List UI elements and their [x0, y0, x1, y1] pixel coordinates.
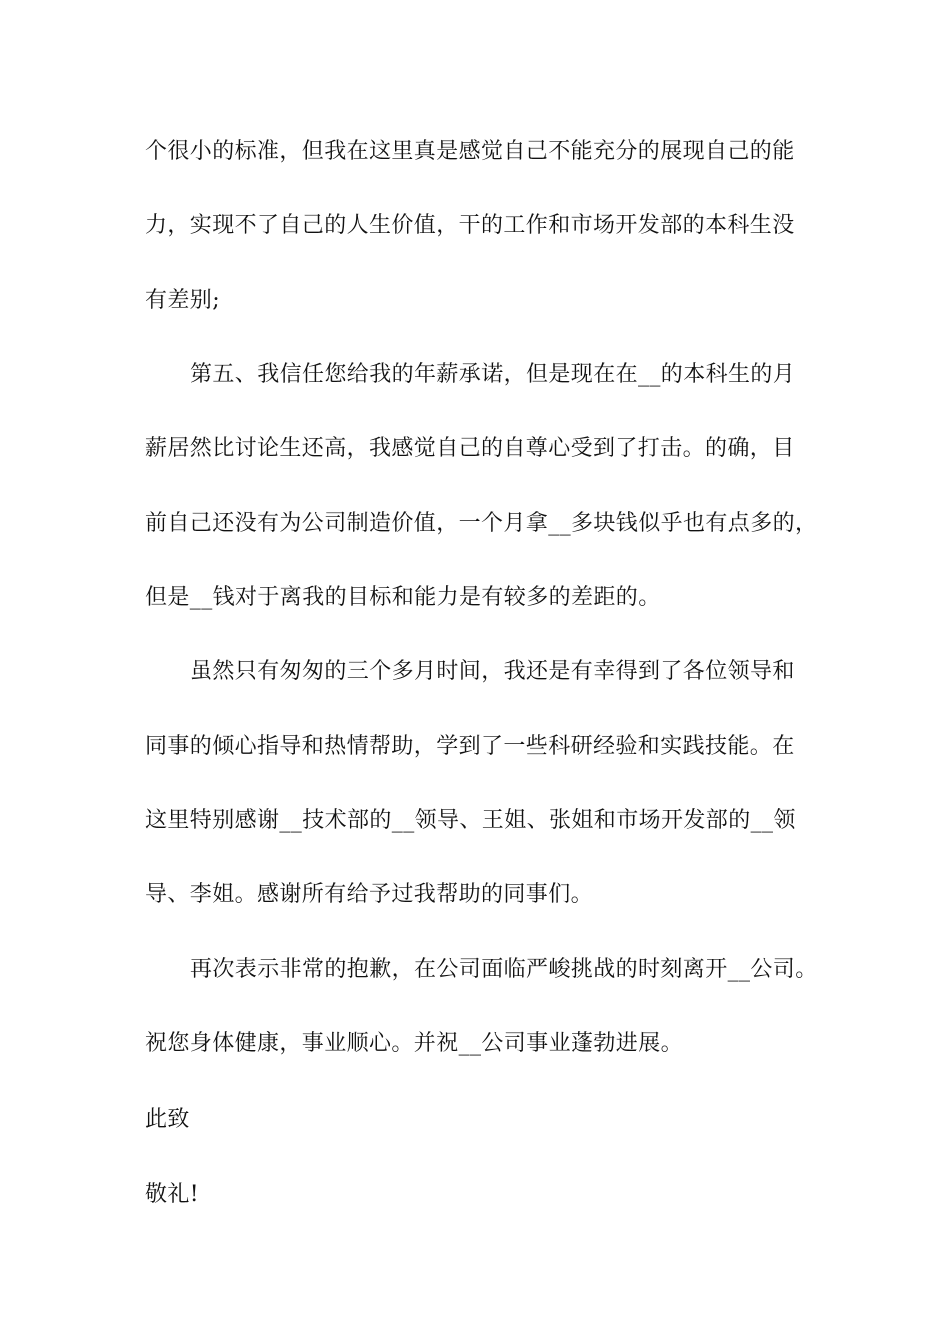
text-line-9: 同事的倾心指导和热情帮助，学到了一些科研经验和实践技能。在 — [145, 734, 795, 759]
apology-paragraph-first-line: 再次表示非常的抱歉，在公司面临严峻挑战的时刻离开__公司。 — [190, 957, 818, 982]
text-line-13: 祝您身体健康，事业顺心。并祝__公司事业蓬勃进展。 — [145, 1031, 684, 1056]
text-line-7: 但是__钱对于离我的目标和能力是有较多的差距的。 — [145, 585, 661, 610]
text-line-3: 有差别; — [145, 288, 221, 313]
closing-respect: 敬礼! — [145, 1182, 200, 1207]
text-line-10: 这里特别感谢__技术部的__领导、王姐、张姐和市场开发部的__领 — [145, 808, 796, 833]
closing-salutation: 此致 — [145, 1107, 190, 1132]
text-line-5: 薪居然比讨论生还高，我感觉自己的自尊心受到了打击。的确，目 — [145, 436, 795, 461]
gratitude-paragraph-first-line: 虽然只有匆匆的三个多月时间，我还是有幸得到了各位领导和 — [190, 659, 795, 684]
text-line-6: 前自己还没有为公司制造价值，一个月拿__多块钱似乎也有点多的， — [145, 511, 818, 536]
text-line-11: 导、李姐。感谢所有给予过我帮助的同事们。 — [145, 882, 594, 907]
text-line-1: 个很小的标准，但我在这里真是感觉自己不能充分的展现自己的能 — [145, 139, 795, 164]
text-line-2: 力，实现不了自己的人生价值，干的工作和市场开发部的本科生没 — [145, 213, 795, 238]
paragraph-5-first-line: 第五、我信任您给我的年薪承诺，但是现在在__的本科生的月 — [190, 362, 796, 387]
